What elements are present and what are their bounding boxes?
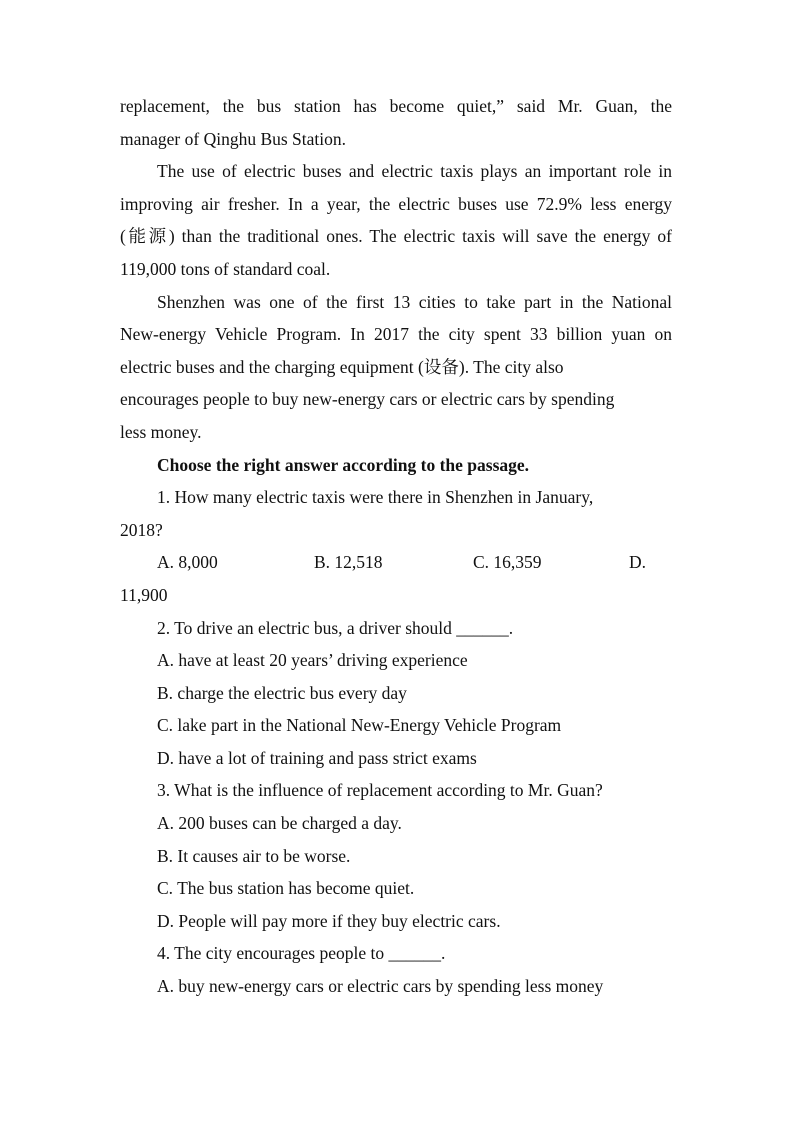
- text-line: replacement, the bus station has become quiet,” said Mr. Guan, the: [120, 96, 672, 116]
- text-line: Shenzhen was one of the first 13 cities to take part in the National: [157, 291, 672, 312]
- text-line: less money.: [120, 421, 202, 442]
- question-stem-continued: 2018?: [120, 519, 163, 540]
- question-1: [120, 481, 672, 611]
- paragraph-3: [120, 286, 672, 449]
- question-2: [120, 612, 672, 775]
- option-a: A. 200 buses can be charged a day.: [157, 813, 402, 834]
- option-b: B. 12,518: [314, 552, 383, 573]
- option-d: D. People will pay more if they buy electric cars.: [157, 910, 501, 931]
- question-stem: 3. What is the influence of replacement according to Mr. Guan?: [157, 780, 603, 801]
- option-c: C. lake part in the National New-Energy Vehicle Program: [157, 715, 562, 736]
- paragraph-1: [120, 90, 672, 155]
- instruction-heading: Choose the right answer according to the passage.: [157, 454, 530, 475]
- text-line: improving air fresher. In a year, the electric buses use 72.9% less energy: [120, 193, 672, 214]
- paragraph-2: [120, 155, 672, 285]
- text-line: manager of Qinghu Bus Station.: [120, 128, 347, 149]
- question-stem: 4. The city encourages people to ______.: [157, 943, 446, 964]
- question-3: [120, 774, 672, 937]
- option-a: A. have at least 20 years’ driving experience: [157, 650, 468, 671]
- option-d-value: 11,900: [120, 584, 168, 605]
- options-row: [120, 546, 672, 579]
- text-line: The use of electric buses and electric taxis plays an important role in: [157, 161, 672, 182]
- text-line: (能源) than the traditional ones. The electric taxis will save the energy of: [120, 226, 672, 247]
- document-page: [120, 90, 672, 1003]
- question-stem: 2. To drive an electric bus, a driver should ______.: [157, 617, 514, 638]
- text-line: 119,000 tons of standard coal.: [120, 258, 331, 279]
- option-c: C. 16,359: [473, 552, 542, 573]
- option-b: B. It causes air to be worse.: [157, 845, 351, 866]
- option-d: D. have a lot of training and pass strict exams: [157, 747, 477, 768]
- option-c: C. The bus station has become quiet.: [157, 878, 415, 899]
- option-b: B. charge the electric bus every day: [157, 682, 407, 703]
- question-stem: 1. How many electric taxis were there in Shenzhen in January,: [157, 487, 594, 508]
- option-a: A. 8,000: [157, 552, 218, 573]
- option-a: A. buy new-energy cars or electric cars by spending less money: [157, 976, 604, 997]
- text-line: New-energy Vehicle Program. In 2017 the city spent 33 billion yuan on: [120, 324, 672, 345]
- question-4: [120, 937, 672, 1002]
- text-line: encourages people to buy new-energy cars or electric cars by spending: [120, 389, 615, 410]
- option-d-label: D.: [629, 552, 647, 573]
- text-line: electric buses and the charging equipment (设备). The city also: [120, 356, 564, 377]
